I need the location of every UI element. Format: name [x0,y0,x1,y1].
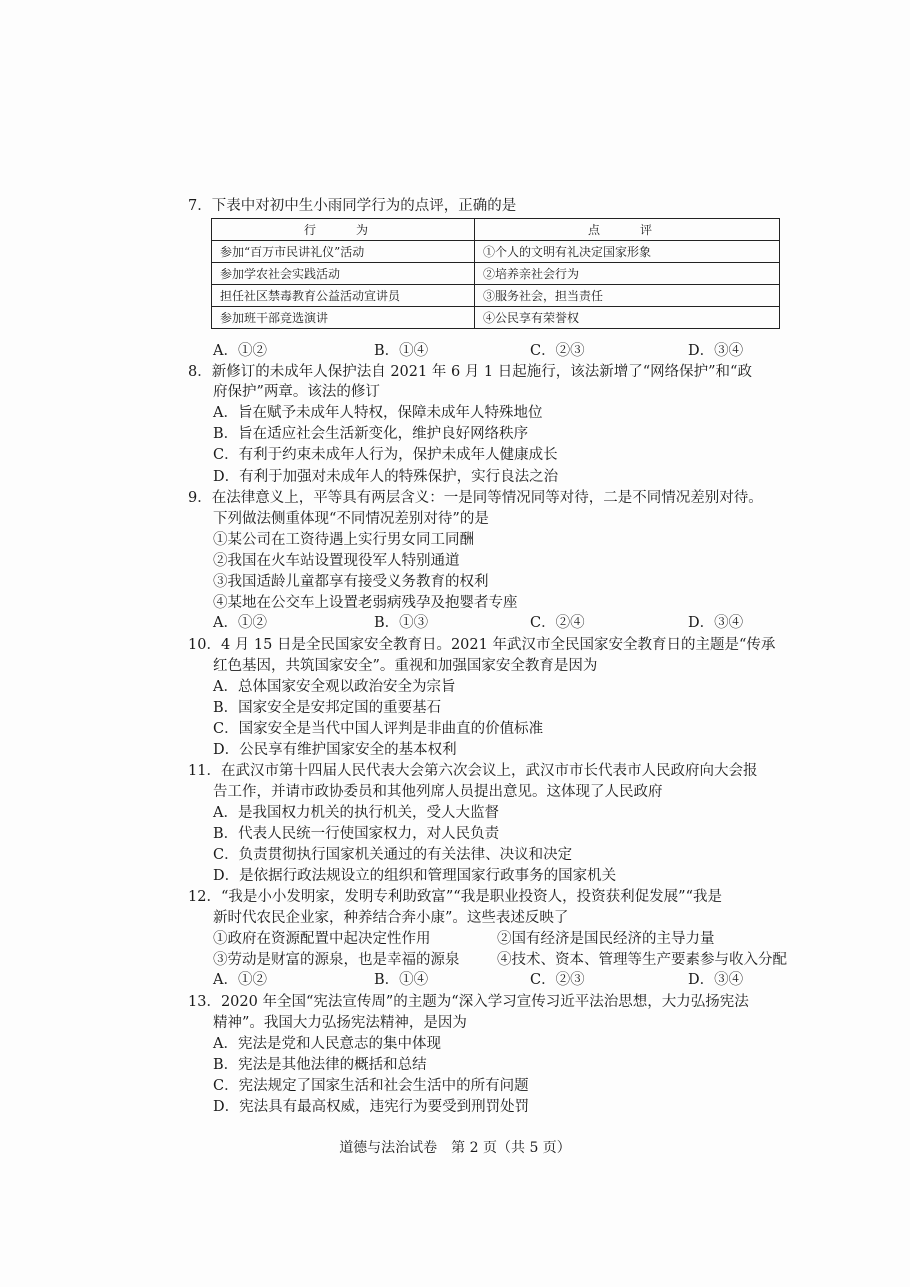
table-header-row [212,219,780,241]
option-a: A．①② [213,615,267,631]
q13-option-c: C．宪法规定了国家生活和社会生活中的所有问题 [213,1078,529,1094]
table-cell: ④公民享有荣誉权 [475,307,780,329]
option-d: D．③④ [688,615,744,631]
table-cell: 参加班干部竞选演讲 [212,307,475,329]
q12-statement-1: ①政府在资源配置中起决定性作用 [213,931,431,947]
q8-option-c: C．有利于约束未成年人行为，保护未成年人健康成长 [213,447,558,463]
option-b: B．①③ [374,615,429,631]
option-a: A．①② [213,343,267,359]
table-row [212,241,780,263]
q12-stem-line1: 12．“我是小小发明家，发明专利助致富”“我是职业投资人，投资获利促发展”“我是 [188,889,723,905]
option-d: D．③④ [688,343,744,359]
q11-option-d: D．是依据行政法规设立的组织和管理国家行政事务的国家机关 [213,868,617,884]
table-header-cell: 点 评 [475,219,780,241]
option-c: C．②③ [530,972,585,988]
q13-option-d: D．宪法具有最高权威，违宪行为要受到刑罚处罚 [213,1099,530,1115]
option-b: B．①④ [374,972,429,988]
q12-options [0,970,910,990]
q8-option-b: B．旨在适应社会生活新变化，维护良好网络秩序 [213,426,529,442]
q9-statement-4: ④某地在公交车上设置老弱病残孕及抱婴者专座 [213,595,518,611]
q9-statement-3: ③我国适龄儿童都享有接受义务教育的权利 [213,574,489,590]
table-cell: 参加“百万市民讲礼仪”活动 [212,241,475,263]
option-c: C．②④ [530,615,585,631]
q8-option-d: D．有利于加强对未成年人的特殊保护，实行良法之治 [213,469,559,485]
q11-stem-line2: 告工作，并请市政协委员和其他列席人员提出意见。这体现了人民政府 [213,784,663,800]
q10-stem-line1: 10．4 月 15 日是全民国家安全教育日。2021 年武汉市全民国家安全教育日的主题是“传承 [188,637,776,653]
q9-stem-line2: 下列做法侧重体现“不同情况差别对待”的是 [213,511,489,527]
q11-stem-line1: 11．在武汉市第十四届人民代表大会第六次会议上，武汉市市长代表市人民政府向大会报 [188,763,758,779]
q9-options [0,613,910,633]
q10-stem-line2: 红色基因，共筑国家安全”。重视和加强国家安全教育是因为 [213,658,598,674]
q7-options [0,341,910,361]
option-a: A．①② [213,972,267,988]
q10-option-b: B．国家安全是安邦定国的重要基石 [213,700,442,716]
q9-statement-2: ②我国在火车站设置现役军人特别通道 [213,553,460,569]
table-cell: ①个人的文明有礼决定国家形象 [475,241,780,263]
q13-stem-line1: 13．2020 年全国“宪法宣传周”的主题为“深入学习宣传习近平法治思想，大力弘扬宪法 [188,994,749,1010]
table-row [212,307,780,329]
q12-statement-2: ②国有经济是国民经济的主导力量 [497,931,715,947]
q11-option-a: A．是我国权力机关的执行机关，受人大监督 [213,805,499,821]
q10-option-c: C．国家安全是当代中国人评判是非曲直的价值标准 [213,721,544,737]
q11-option-b: B．代表人民统一行使国家权力，对人民负责 [213,826,500,842]
option-d: D．③④ [688,972,744,988]
table-cell: 参加学农社会实践活动 [212,263,475,285]
q13-option-b: B．宪法是其他法律的概括和总结 [213,1057,427,1073]
q8-option-a: A．旨在赋予未成年人特权，保障未成年人特殊地位 [213,405,543,421]
page-footer: 道德与法治试卷 第 2 页（共 5 页） [339,1140,571,1156]
q9-stem-line1: 9．在法律意义上，平等具有两层含义：一是同等情况同等对待，二是不同情况差别对待。 [188,490,763,506]
q13-option-a: A．宪法是党和人民意志的集中体现 [213,1036,441,1052]
table-row [212,285,780,307]
q7-table [211,218,780,329]
q13-stem-line2: 精神”。我国大力弘扬宪法精神，是因为 [213,1015,467,1031]
q8-stem-line1: 8．新修订的未成年人保护法自 2021 年 6 月 1 日起施行，该法新增了“网络保护”和“政 [188,364,752,380]
q12-statement-3: ③劳动是财富的源泉，也是幸福的源泉 [213,952,460,968]
option-c: C．②③ [530,343,585,359]
q11-option-c: C．负责贯彻执行国家机关通过的有关法律、决议和决定 [213,847,573,863]
table-cell: ③服务社会，担当责任 [475,285,780,307]
table-cell: ②培养亲社会行为 [475,263,780,285]
table-row [212,263,780,285]
q10-option-a: A．总体国家安全观以政治安全为宗旨 [213,679,456,695]
q9-statement-1: ①某公司在工资待遇上实行男女同工同酬 [213,532,474,548]
q12-stem-line2: 新时代农民企业家，种养结合奔小康”。这些表述反映了 [213,910,569,926]
option-b: B．①④ [374,343,429,359]
q12-statement-4: ④技术、资本、管理等生产要素参与收入分配 [497,952,787,968]
q10-option-d: D．公民享有维护国家安全的基本权利 [213,742,457,758]
q7-stem: 7．下表中对初中生小雨同学行为的点评，正确的是 [188,198,517,214]
table-cell: 担任社区禁毒教育公益活动宣讲员 [212,285,475,307]
q8-stem-line2: 府保护”两章。该法的修订 [213,384,380,400]
table-header-cell: 行 为 [212,219,475,241]
